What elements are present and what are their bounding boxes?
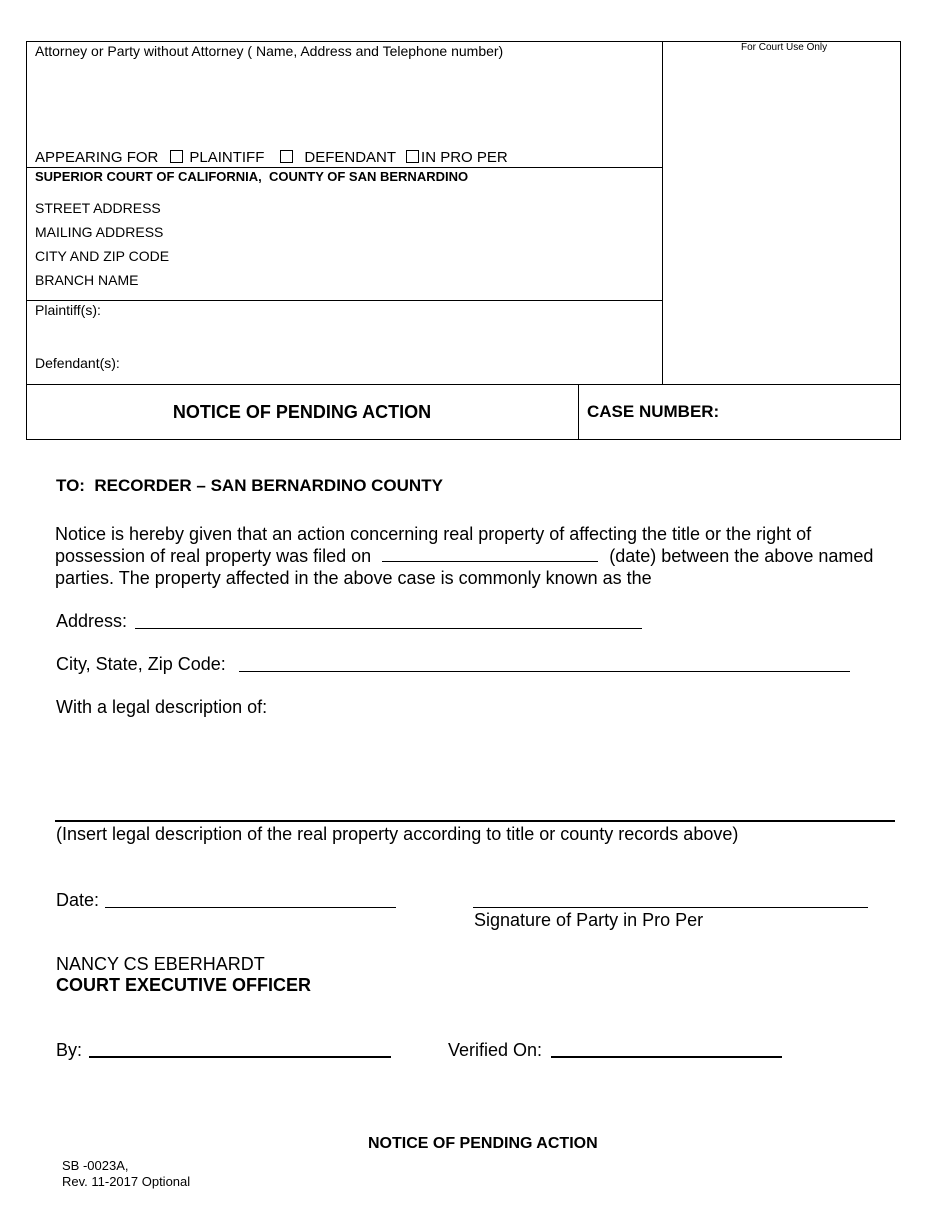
in-pro-per-checkbox[interactable] — [406, 150, 419, 163]
defendant-label: Defendant(s): — [35, 355, 120, 371]
defendant-option-label: DEFENDANT — [304, 149, 397, 166]
date-label: Date: — [56, 890, 100, 910]
court-name: SUPERIOR COURT OF CALIFORNIA, COUNTY OF SAN BERNARDINO — [35, 169, 469, 184]
address-field[interactable] — [135, 628, 642, 629]
parties-divider — [26, 300, 662, 301]
mailing-address-label: MAILING ADDRESS — [35, 224, 164, 240]
court-name-divider — [26, 167, 662, 168]
legal-description-label: With a legal description of: — [56, 697, 268, 717]
notice-line-2a: possession of real property was filed on — [55, 546, 372, 566]
legal-description-instruction: (Insert legal description of the real property according to title or county records above) — [56, 824, 739, 844]
signature-field[interactable] — [473, 907, 868, 908]
plaintiff-checkbox[interactable] — [170, 150, 183, 163]
filed-date-field[interactable] — [382, 545, 598, 562]
legal-description-field[interactable] — [55, 820, 895, 822]
street-address-label: STREET ADDRESS — [35, 200, 161, 216]
plaintiff-option-label: PLAINTIFF — [189, 149, 265, 166]
city-state-zip-label: City, State, Zip Code: — [56, 654, 226, 674]
notice-line-3: parties. The property affected in the above case is commonly known as the — [55, 568, 652, 588]
notice-line-2 — [55, 545, 873, 567]
to-line: TO: RECORDER – SAN BERNARDINO COUNTY — [56, 476, 443, 495]
plaintiff-label: Plaintiff(s): — [35, 302, 101, 318]
case-number-label: CASE NUMBER: — [587, 402, 720, 421]
title-row-divider — [26, 384, 901, 385]
officer-name: NANCY CS EBERHARDT — [56, 954, 265, 974]
form-revision: Rev. 11-2017 Optional — [62, 1174, 191, 1189]
footer-title: NOTICE OF PENDING ACTION — [368, 1135, 598, 1152]
case-number-divider — [578, 384, 579, 440]
officer-title: COURT EXECUTIVE OFFICER — [56, 975, 312, 995]
verified-on-field[interactable] — [551, 1056, 782, 1058]
appearing-for-row — [35, 149, 508, 166]
caption-box — [26, 41, 901, 440]
by-label: By: — [56, 1040, 83, 1060]
attorney-label: Attorney or Party without Attorney ( Name, Address and Telephone number) — [35, 43, 504, 59]
court-use-divider — [662, 41, 663, 385]
in-pro-per-option-label: IN PRO PER — [421, 149, 508, 166]
by-field[interactable] — [89, 1056, 391, 1058]
notice-line-2b: (date) between the above named — [609, 546, 874, 566]
city-zip-label: CITY AND ZIP CODE — [35, 248, 170, 264]
appearing-for-label: APPEARING FOR — [35, 149, 159, 166]
address-label: Address: — [56, 611, 128, 631]
defendant-checkbox[interactable] — [280, 150, 293, 163]
notice-line-1: Notice is hereby given that an action concerning real property of affecting the title or the right of — [55, 524, 812, 544]
city-state-zip-field[interactable] — [239, 671, 850, 672]
signature-label: Signature of Party in Pro Per — [474, 910, 704, 930]
verified-on-label: Verified On: — [448, 1040, 543, 1060]
form-title: NOTICE OF PENDING ACTION — [172, 402, 432, 422]
court-use-label: For Court Use Only — [741, 42, 828, 53]
date-field[interactable] — [105, 907, 396, 908]
branch-name-label: BRANCH NAME — [35, 272, 139, 288]
form-number: SB -0023A, — [62, 1158, 129, 1173]
